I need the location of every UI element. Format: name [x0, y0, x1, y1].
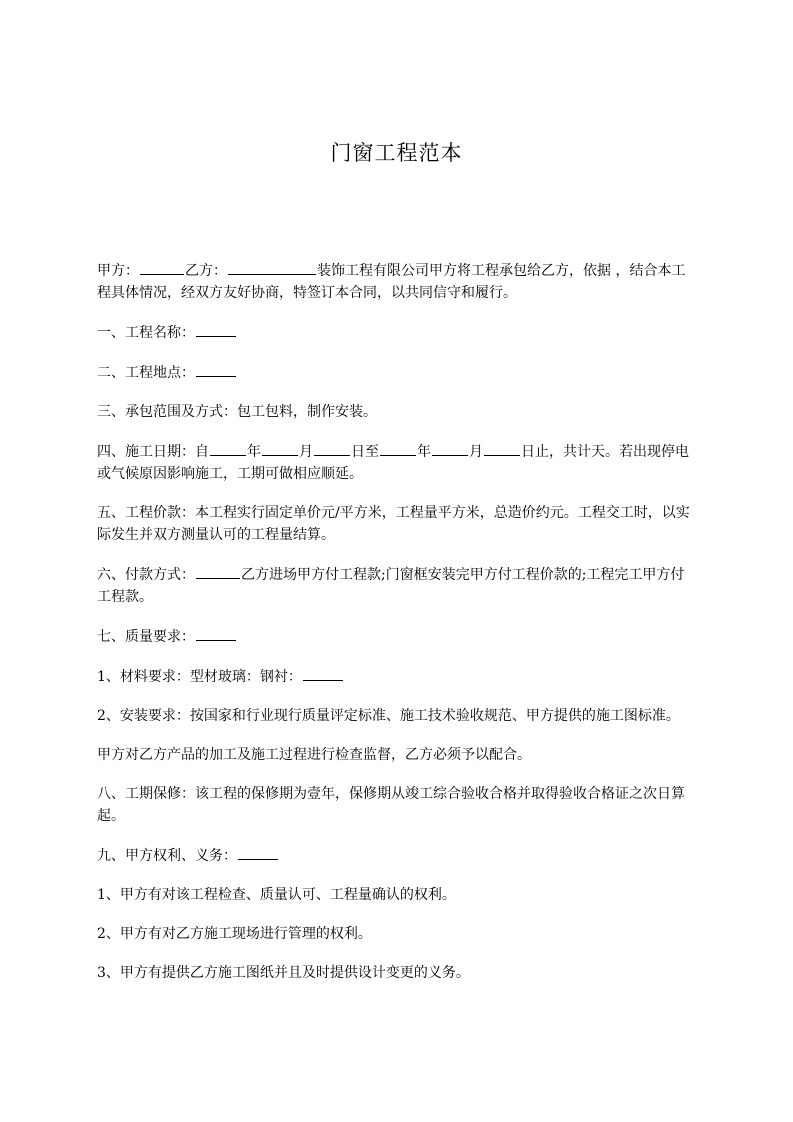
paragraph-intro — [97, 259, 697, 304]
materials-label: 1、材料要求：型材玻璃：钢衬： — [97, 669, 302, 685]
materials-blank — [303, 665, 343, 681]
end-year-label: 年 — [417, 444, 431, 460]
paragraph-scope: 三、承包范围及方式：包工包料，制作安装。 — [97, 404, 377, 420]
party-b-label: 乙方： — [185, 263, 227, 279]
paragraph-materials — [97, 665, 697, 688]
end-month-label: 月 — [469, 444, 483, 460]
paragraph-inspection: 甲方对乙方产品的加工及施工过程进行检查监督，乙方必须予以配合。 — [97, 747, 531, 763]
start-year-blank — [210, 440, 246, 456]
paragraph-project-location — [97, 361, 697, 384]
schedule-label: 四、施工日期：自 — [97, 444, 209, 460]
party-a-label: 甲方： — [97, 263, 139, 279]
start-month-blank — [262, 440, 298, 456]
paragraph-right-1: 1、甲方有对该工程检查、质量认可、工程量确认的权利。 — [97, 887, 456, 903]
paragraph-schedule — [97, 440, 697, 485]
document-body — [97, 259, 697, 1001]
paragraph-right-3: 3、甲方有提供乙方施工图纸并且及时提供设计变更的义务。 — [97, 965, 470, 981]
party-a-rights-label: 九、甲方权利、义务： — [97, 848, 237, 864]
project-location-label: 二、工程地点： — [97, 365, 195, 381]
party-a-rights-blank — [238, 844, 278, 860]
paragraph-quality — [97, 625, 697, 648]
document-title: 门窗工程范本 — [330, 141, 463, 165]
party-a-blank — [140, 259, 184, 275]
payment-label: 六、付款方式： — [97, 567, 195, 583]
quality-label: 七、质量要求： — [97, 629, 195, 645]
paragraph-party-a-rights — [97, 844, 697, 867]
paragraph-installation: 2、安装要求：按国家和行业现行质量评定标准、施工技术验收规范、甲方提供的施工图标准。 — [97, 708, 680, 724]
end-year-blank — [380, 440, 416, 456]
quality-blank — [196, 625, 236, 641]
start-day-label: 日至 — [351, 444, 379, 460]
payment-text: 乙方进场甲方付工程款;门窗框安装完甲方付工程价款的;工程完工甲方付工程款。 — [97, 567, 685, 605]
payment-blank — [196, 563, 240, 579]
project-name-label: 一、工程名称： — [97, 325, 195, 341]
intro-text: 装饰工程有限公司甲方将工程承包给乙方，依据 ，结合本工程具体情况，经双方友好协商，特签订本合同，以共同信守和履行。 — [97, 263, 686, 301]
paragraph-right-2: 2、甲方有对乙方施工现场进行管理的权利。 — [97, 926, 372, 942]
party-b-blank — [228, 259, 316, 275]
schedule-rest: 日止，共计天。若出现停电或气候原因影响施工，工期可做相应顺延。 — [97, 444, 689, 482]
project-location-blank — [196, 361, 236, 377]
project-name-blank — [196, 321, 236, 337]
paragraph-warranty: 八、工期保修：该工程的保修期为壹年，保修期从竣工综合验收合格并取得验收合格证之次日算起。 — [97, 786, 685, 824]
paragraph-payment — [97, 563, 697, 608]
end-month-blank — [432, 440, 468, 456]
start-year-label: 年 — [247, 444, 261, 460]
start-month-label: 月 — [299, 444, 313, 460]
end-day-blank — [484, 440, 520, 456]
start-day-blank — [314, 440, 350, 456]
paragraph-project-name — [97, 321, 697, 344]
paragraph-price: 五、工程价款：本工程实行固定单价元/平方米，工程量平方米，总造价约元。工程交工时，以实际发生并双方测量认可的工程量结算。 — [97, 505, 690, 543]
